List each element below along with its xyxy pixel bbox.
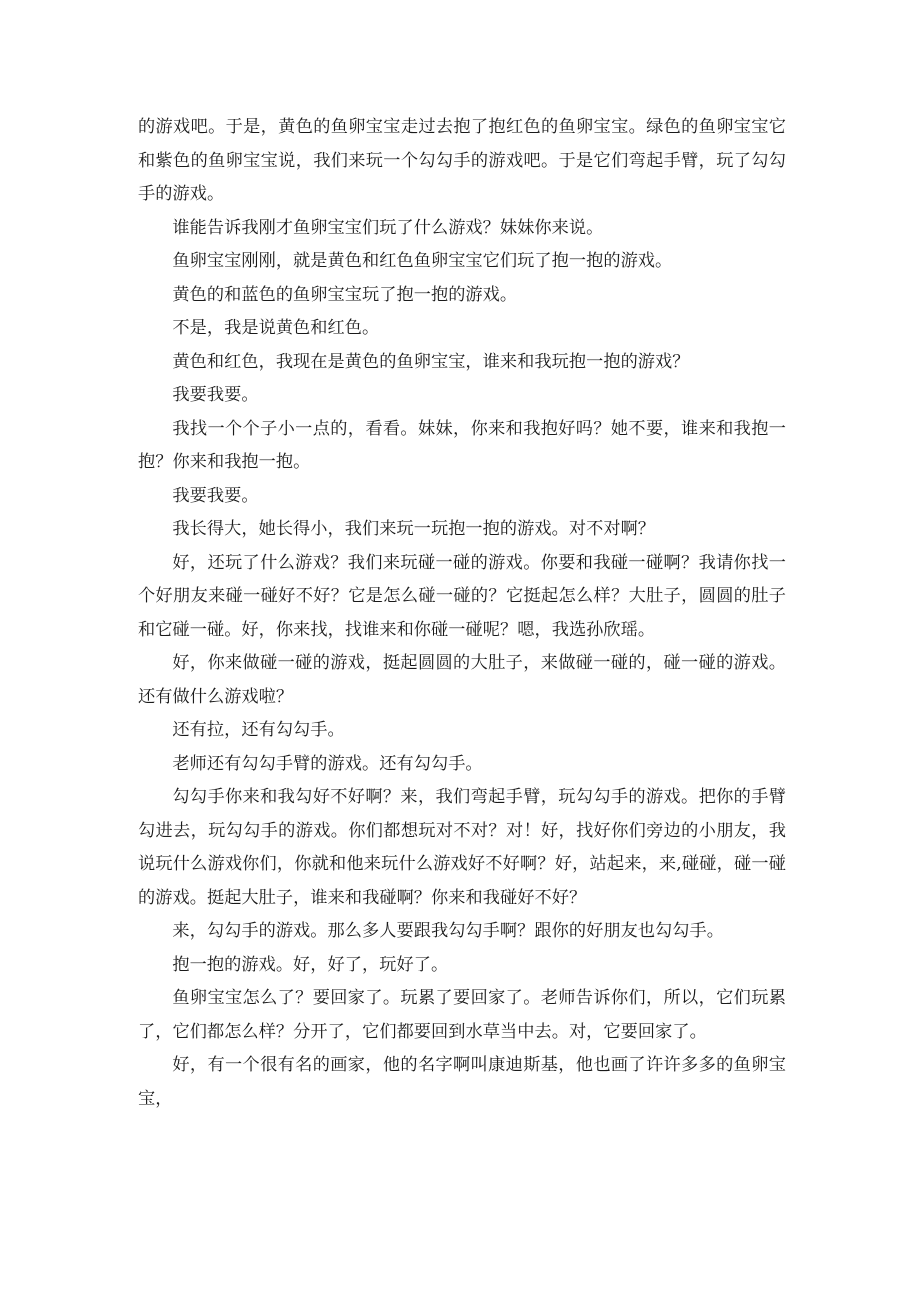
paragraph: 我要我要。 — [172, 385, 259, 405]
paragraph: 我长得大，她长得小，我们来玩一玩抱一抱的游戏。对不对啊？ — [172, 519, 656, 539]
paragraph: 还有拉，还有勾勾手。 — [172, 720, 345, 740]
paragraph: 勾勾手你来和我勾好不好啊？来，我们弯起手臂，玩勾勾手的游戏。把你的手臂勾进去，玩勾勾手的游戏。你们都想玩对不对？对！好，找好你们旁边的小朋友，我说玩什么游戏你们，你就和他来玩什么游戏好不好啊？好，站起来，来,碰碰，碰一碰的游戏。挺起大肚子，谁来和我碰啊？你来和我碰好不好？ — [138, 787, 786, 908]
paragraph: 鱼卵宝宝怎么了？要回家了。玩累了要回家了。老师告诉你们，所以，它们玩累了，它们都怎么样？分开了，它们都要回到水草当中去。对，它要回家了。 — [138, 988, 786, 1042]
paragraph: 好，还玩了什么游戏？我们来玩碰一碰的游戏。你要和我碰一碰啊？我请你找一个好朋友来碰一碰好不好？它是怎么碰一碰的？它挺起怎么样？大肚子，圆圆的肚子和它碰一碰。好，你来找，找谁来和你碰一碰呢？嗯，我选孙欣瑶。 — [138, 552, 786, 640]
paragraph: 黄色和红色，我现在是黄色的鱼卵宝宝，谁来和我玩抱一抱的游戏？ — [172, 351, 690, 372]
paragraph: 老师还有勾勾手臂的游戏。还有勾勾手。 — [172, 753, 483, 774]
paragraph-continued: 的游戏吧。于是，黄色的鱼卵宝宝走过去抱了抱红色的鱼卵宝宝。绿色的鱼卵宝宝它和紫色的鱼卵宝宝说，我们来玩一个勾勾手的游戏吧。于是它们弯起手臂，玩了勾勾手的游戏。 — [138, 117, 786, 204]
paragraph: 黄色的和蓝色的鱼卵宝宝玩了抱一抱的游戏。 — [172, 284, 518, 305]
paragraph: 好，有一个很有名的画家，他的名字啊叫康迪斯基，他也画了许许多多的鱼卵宝宝， — [138, 1055, 786, 1109]
document-body — [138, 111, 786, 1116]
paragraph: 来，勾勾手的游戏。那么多人要跟我勾勾手啊？跟你的好朋友也勾勾手。 — [172, 921, 724, 941]
paragraph: 不是，我是说黄色和红色。 — [172, 318, 380, 338]
paragraph: 谁能告诉我刚才鱼卵宝宝们玩了什么游戏？妹妹你来说。 — [172, 217, 604, 238]
paragraph: 鱼卵宝宝刚刚，就是黄色和红色鱼卵宝宝它们玩了抱一抱的游戏。 — [172, 251, 673, 271]
paragraph: 我要我要。 — [172, 485, 259, 506]
paragraph: 我找一个个子小一点的，看看。妹妹，你来和我抱好吗？她不要，谁来和我抱一抱？你来和我抱一抱。 — [138, 418, 786, 472]
paragraph: 抱一抱的游戏。好，好了，玩好了。 — [172, 954, 449, 975]
paragraph: 好，你来做碰一碰的游戏，挺起圆圆的大肚子，来做碰一碰的，碰一碰的游戏。还有做什么游戏啦？ — [138, 653, 786, 707]
